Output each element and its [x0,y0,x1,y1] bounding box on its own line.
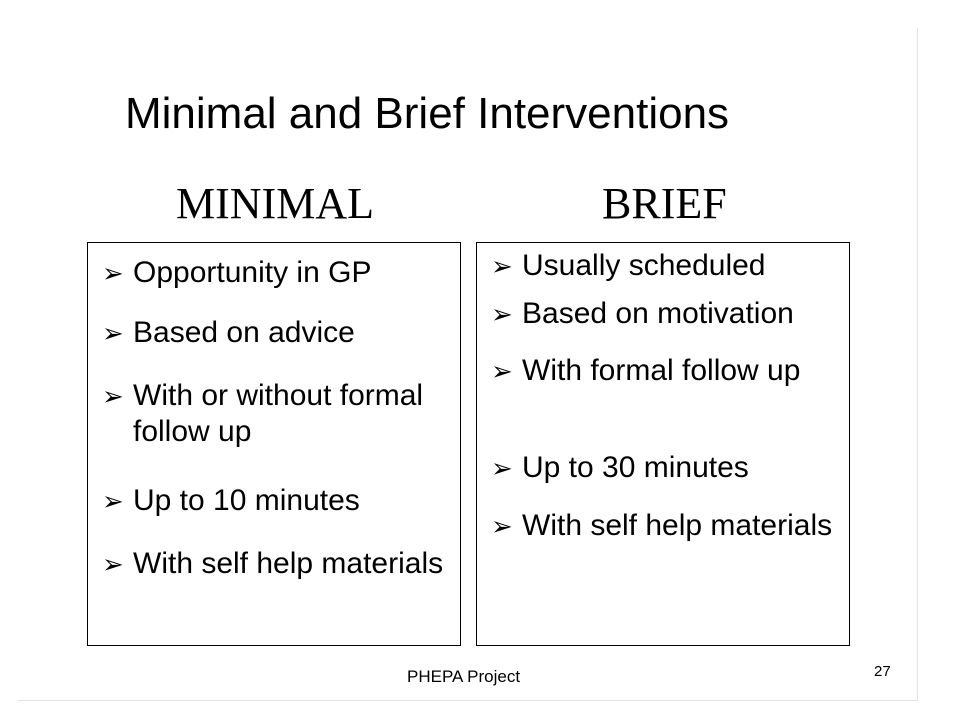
arrow-bullet-icon: ➢ [491,511,513,541]
list-item-text: With self help materials [522,509,833,542]
list-item [491,248,841,284]
list-item [491,508,841,544]
arrow-bullet-icon: ➢ [102,381,124,411]
list-item [491,353,841,389]
list-item-text: Based on advice [133,316,355,349]
list-item-text: With self help materials [133,547,444,580]
slide-border-bottom [18,700,918,701]
list-item [102,315,452,351]
arrow-bullet-icon: ➢ [491,251,513,281]
page-number: 27 [874,663,891,680]
arrow-bullet-icon: ➢ [491,453,513,483]
arrow-bullet-icon: ➢ [491,356,513,386]
footer-text: PHEPA Project [407,667,521,686]
arrow-bullet-icon: ➢ [491,299,513,329]
list-item-text: Up to 30 minutes [522,451,749,484]
list-item [102,378,452,450]
list-item [102,546,452,582]
arrow-bullet-icon: ➢ [102,549,124,579]
list-item-text: Up to 10 minutes [133,484,360,517]
list-item [102,255,452,291]
arrow-bullet-icon: ➢ [102,258,124,288]
list-item-text: Usually scheduled [522,249,766,282]
brief-heading: BRIEF [602,179,727,228]
list-item-text: Opportunity in GP [133,256,372,289]
list-item [491,296,841,332]
list-item-text: With or without formal follow up [133,379,424,448]
slide-border-right [917,28,918,700]
list-item-text: With formal follow up [522,354,801,387]
brief-box [476,242,850,646]
arrow-bullet-icon: ➢ [102,486,124,516]
list-item-text: Based on motivation [522,297,794,330]
minimal-box [87,242,461,646]
slide-title: Minimal and Brief Interventions [125,89,730,138]
list-item [102,483,452,519]
arrow-bullet-icon: ➢ [102,318,124,348]
minimal-heading: MINIMAL [176,179,374,228]
list-item [491,450,841,486]
